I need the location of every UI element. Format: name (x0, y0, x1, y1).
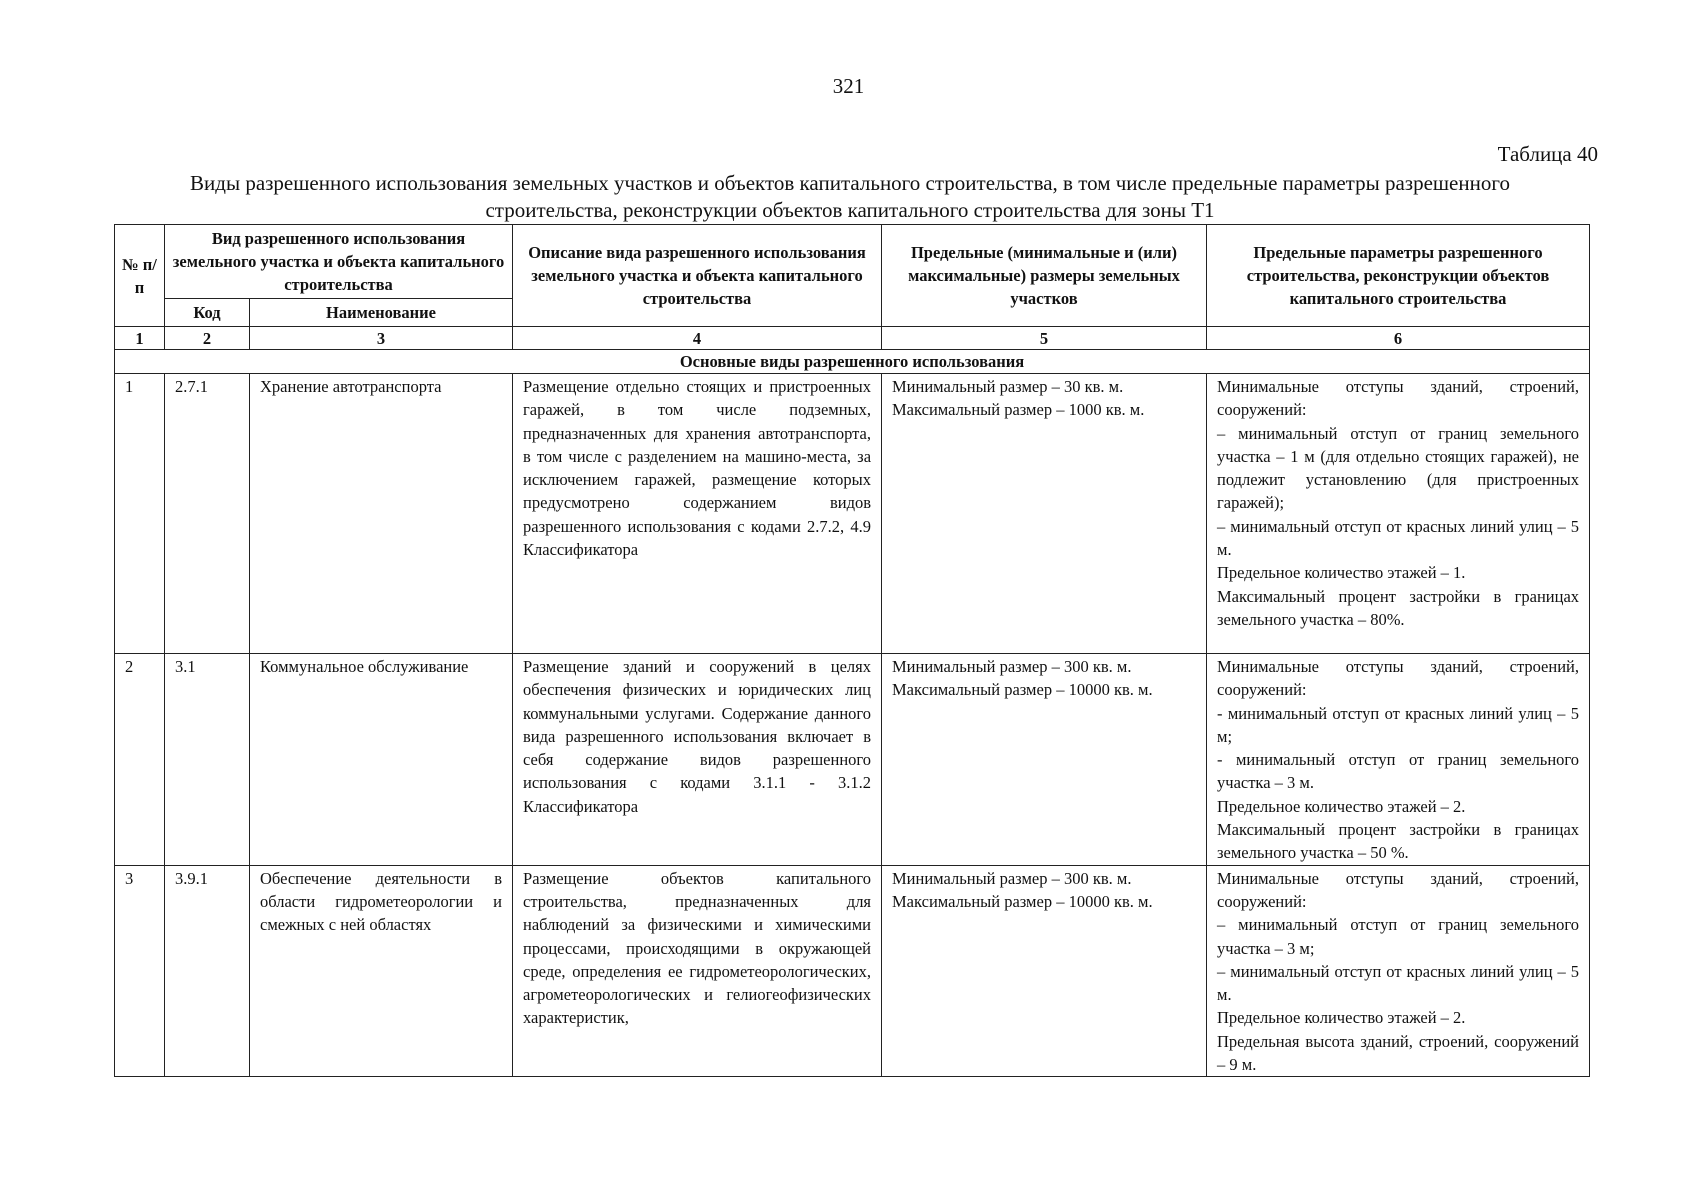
row-params (1207, 865, 1590, 1077)
section-title: Основные виды разрешенного использования (115, 350, 1590, 374)
param-line: Максимальный процент застройки в границах земельного участка – 50 %. (1217, 820, 1580, 863)
table-title: Виды разрешенного использования земельных участков и объектов капитального строительства, в том числе предельные параметры разрешенного строительства, реконструкции объектов капитального строительства для зоны Т1 (190, 171, 1510, 222)
column-number: 5 (882, 327, 1207, 350)
param-line: Предельное количество этажей – 2. (1217, 796, 1466, 816)
header-params: Предельные параметры разрешенного строительства, реконструкции объектов капитального строительства (1207, 225, 1590, 327)
header-num: № п/п (115, 225, 165, 327)
param-line: - минимальный отступ от красных линий улиц – 5 м; (1217, 703, 1580, 746)
header-code: Код (165, 299, 250, 327)
row-size: Минимальный размер – 30 кв. м. Максимальный размер – 1000 кв. м. (882, 374, 1207, 654)
row-code: 2.7.1 (165, 374, 250, 654)
row-description: Размещение объектов капитального строительства, предназначенных для наблюдений за физическими и химическими процессами, происходящими в окружающей среде, определения ее гидрометеорологических, агрометеорологических и гелиогеофизических характеристик, (513, 865, 882, 1077)
table-label: Таблица 40 (1497, 142, 1598, 166)
param-line: Минимальные отступы зданий, строений, сооружений: (1217, 868, 1580, 911)
column-number: 6 (1207, 327, 1590, 350)
header-name: Наименование (250, 299, 513, 327)
row-params (1207, 654, 1590, 866)
table-row (115, 865, 1590, 1077)
column-number: 1 (115, 327, 165, 350)
land-use-table (114, 224, 1590, 1077)
header-desc: Описание вида разрешенного использования земельного участка и объекта капитального строительства (513, 225, 882, 327)
table-row (115, 654, 1590, 866)
column-number: 3 (250, 327, 513, 350)
row-size: Минимальный размер – 300 кв. м. Максимальный размер – 10000 кв. м. (882, 654, 1207, 866)
row-name: Хранение автотранспорта (250, 374, 513, 654)
row-num: 1 (115, 374, 165, 654)
param-line: Предельное количество этажей – 2. (1217, 1008, 1466, 1028)
row-code: 3.9.1 (165, 865, 250, 1077)
table-row (115, 374, 1590, 654)
param-line: Максимальный процент застройки в границах земельного участка – 80%. (1217, 586, 1580, 629)
param-line: Минимальные отступы зданий, строений, сооружений: (1217, 657, 1580, 700)
row-description: Размещение зданий и сооружений в целях обеспечения физических и юридических лиц коммунальными услугами. Содержание данного вида разрешенного использования включает в себя содержание видов разрешенного использования с кодами 3.1.1 - 3.1.2 Классификатора (513, 654, 882, 866)
param-line: Минимальные отступы зданий, строений, сооружений: (1217, 377, 1580, 420)
row-description: Размещение отдельно стоящих и пристроенных гаражей, в том числе подземных, предназначенных для хранения автотранспорта, в том числе с разделением на машино-места, за исключением гаражей, размещение которых предусмотрено содержанием видов разрешенного использования с кодами 2.7.2, 4.9 Классификатора (513, 374, 882, 654)
column-number: 4 (513, 327, 882, 350)
row-size: Минимальный размер – 300 кв. м. Максимальный размер – 10000 кв. м. (882, 865, 1207, 1077)
column-number: 2 (165, 327, 250, 350)
page-number: 321 (832, 74, 865, 98)
param-line: – минимальный отступ от границ земельного участка – 1 м (для отдельно стоящих гаражей), не подлежит установлению (для пристроенных гаражей); (1217, 423, 1580, 513)
param-line: – минимальный отступ от красных линий улиц – 5 м. (1217, 516, 1580, 560)
param-line: – минимальный отступ от границ земельного участка – 3 м; (1217, 915, 1580, 958)
row-name: Обеспечение деятельности в области гидрометеорологии и смежных с ней областях (250, 865, 513, 1077)
header-kind: Вид разрешенного использования земельного участка и объекта капитального строительства (165, 225, 513, 299)
column-number-row (115, 327, 1590, 350)
row-num: 2 (115, 654, 165, 866)
header-size: Предельные (минимальные и (или) максимальные) размеры земельных участков (882, 225, 1207, 327)
param-line: Предельная высота зданий, строений, сооружений – 9 м. (1217, 1031, 1580, 1075)
param-line: - минимальный отступ от границ земельного участка – 3 м. (1217, 750, 1580, 793)
row-name: Коммунальное обслуживание (250, 654, 513, 866)
row-code: 3.1 (165, 654, 250, 866)
section-row (115, 350, 1590, 374)
param-line: Предельное количество этажей – 1. (1217, 563, 1466, 583)
row-params (1207, 374, 1590, 654)
param-line: – минимальный отступ от красных линий улиц – 5 м. (1217, 961, 1580, 1005)
row-num: 3 (115, 865, 165, 1077)
